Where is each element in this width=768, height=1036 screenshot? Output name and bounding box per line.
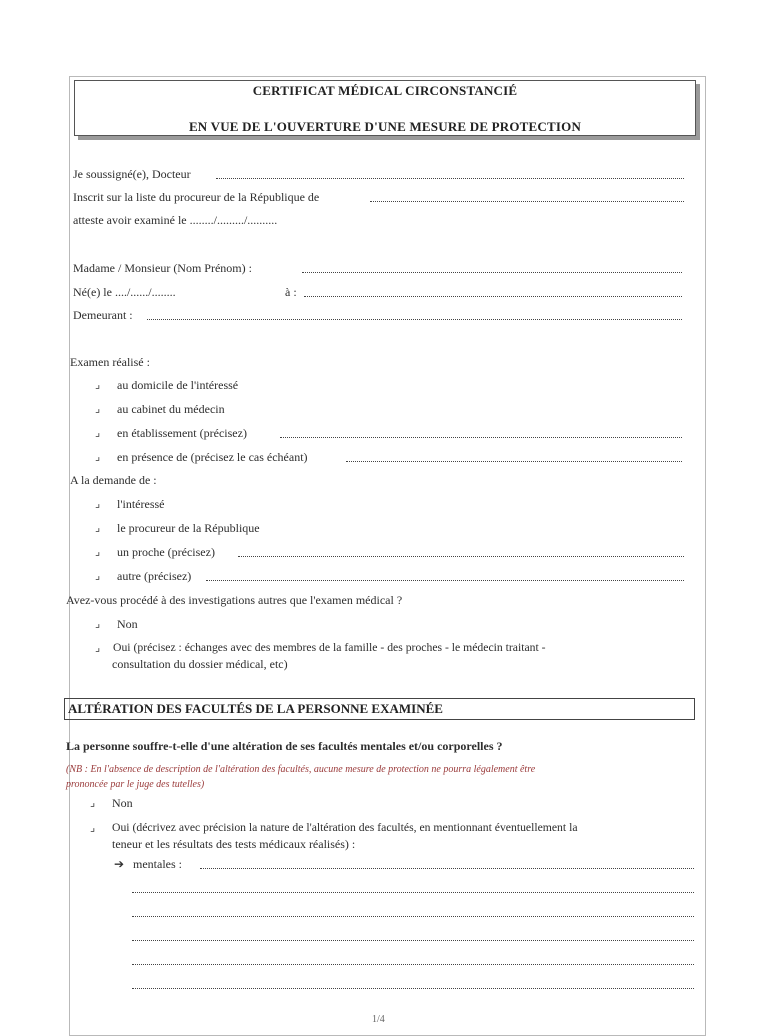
- address-field[interactable]: [147, 319, 682, 320]
- checkbox-icon[interactable]: ⌟: [95, 402, 101, 415]
- mentales-line[interactable]: [132, 916, 694, 917]
- checkbox-icon[interactable]: ⌟: [95, 378, 101, 391]
- mentales-line[interactable]: [132, 940, 694, 941]
- request-option-other: autre (précisez): [117, 569, 192, 583]
- arrow-right-icon: ➔: [114, 857, 125, 871]
- checkbox-icon[interactable]: ⌟: [95, 450, 101, 463]
- exam-option-home: au domicile de l'intéressé: [117, 378, 239, 392]
- investigations-no: Non: [117, 617, 138, 631]
- request-option-procureur: le procureur de la République: [117, 521, 260, 535]
- document-subtitle: EN VUE DE L'OUVERTURE D'UNE MESURE DE PROTECTION: [188, 119, 582, 134]
- checkbox-icon[interactable]: ⌟: [95, 641, 101, 654]
- mentales-line[interactable]: [132, 964, 694, 965]
- alteration-yes: Oui (décrivez avec précision la nature de l'altération des facultés, en mentionnant éventuellement la: [112, 821, 578, 834]
- alteration-yes-detail: teneur et les résultats des tests médicaux réalisés) :: [112, 837, 356, 851]
- doctor-label: Je soussigné(e), Docteur: [73, 167, 191, 181]
- exam-option-office: au cabinet du médecin: [117, 402, 225, 416]
- investigations-question: Avez-vous procédé à des investigations autres que l'examen médical ?: [66, 593, 403, 607]
- request-relative-field[interactable]: [238, 556, 684, 557]
- checkbox-icon[interactable]: ⌟: [90, 821, 96, 834]
- request-other-field[interactable]: [206, 580, 684, 581]
- checkbox-icon[interactable]: ⌟: [90, 796, 96, 809]
- alteration-question: La personne souffre-t-elle d'une altération de ses facultés mentales et/ou corporelles ?: [66, 739, 503, 753]
- name-field[interactable]: [302, 272, 682, 273]
- address-label: Demeurant :: [73, 308, 133, 322]
- exam-presence-field[interactable]: [346, 461, 682, 462]
- mentales-field[interactable]: [200, 868, 694, 869]
- checkbox-icon[interactable]: ⌟: [95, 497, 101, 510]
- exam-date-label: atteste avoir examiné le ......../........./..........: [73, 213, 278, 227]
- request-label: A la demande de :: [70, 473, 157, 487]
- exam-label: Examen réalisé :: [70, 355, 150, 369]
- mentales-label: mentales :: [133, 857, 182, 871]
- request-option-relative: un proche (précisez): [117, 545, 215, 559]
- exam-option-presence: en présence de (précisez le cas échéant): [117, 450, 308, 464]
- birth-place-label: à :: [285, 285, 297, 299]
- birth-place-field[interactable]: [304, 296, 682, 297]
- alteration-no: Non: [112, 796, 133, 810]
- request-option-self: l'intéressé: [117, 497, 165, 511]
- name-label: Madame / Monsieur (Nom Prénom) :: [73, 261, 252, 275]
- checkbox-icon[interactable]: ⌟: [95, 569, 101, 582]
- nb-note-line1: (NB : En l'absence de description de l'altération des facultés, aucune mesure de protection ne pourra légalement être: [66, 764, 536, 775]
- doctor-name-field[interactable]: [216, 178, 684, 179]
- exam-option-establishment: en établissement (précisez): [117, 426, 247, 440]
- document-title: CERTIFICAT MÉDICAL CIRCONSTANCIÉ: [252, 83, 518, 98]
- page-number: 1/4: [372, 1014, 385, 1025]
- mentales-line[interactable]: [132, 892, 694, 893]
- birth-date-label: Né(e) le ..../....../........: [73, 285, 176, 299]
- checkbox-icon[interactable]: ⌟: [95, 521, 101, 534]
- procureur-label: Inscrit sur la liste du procureur de la République de: [73, 190, 320, 204]
- investigations-yes-detail: consultation du dossier médical, etc): [112, 657, 288, 671]
- checkbox-icon[interactable]: ⌟: [95, 426, 101, 439]
- procureur-field[interactable]: [370, 201, 684, 202]
- nb-note-line2: prononcée par le juge des tutelles): [66, 779, 205, 790]
- checkbox-icon[interactable]: ⌟: [95, 545, 101, 558]
- checkbox-icon[interactable]: ⌟: [95, 617, 101, 630]
- exam-establishment-field[interactable]: [280, 437, 682, 438]
- investigations-yes: Oui (précisez : échanges avec des membres de la famille - des proches - le médecin traitant -: [113, 641, 546, 654]
- section-title: ALTÉRATION DES FACULTÉS DE LA PERSONNE EXAMINÉE: [68, 701, 443, 716]
- mentales-line[interactable]: [132, 988, 694, 989]
